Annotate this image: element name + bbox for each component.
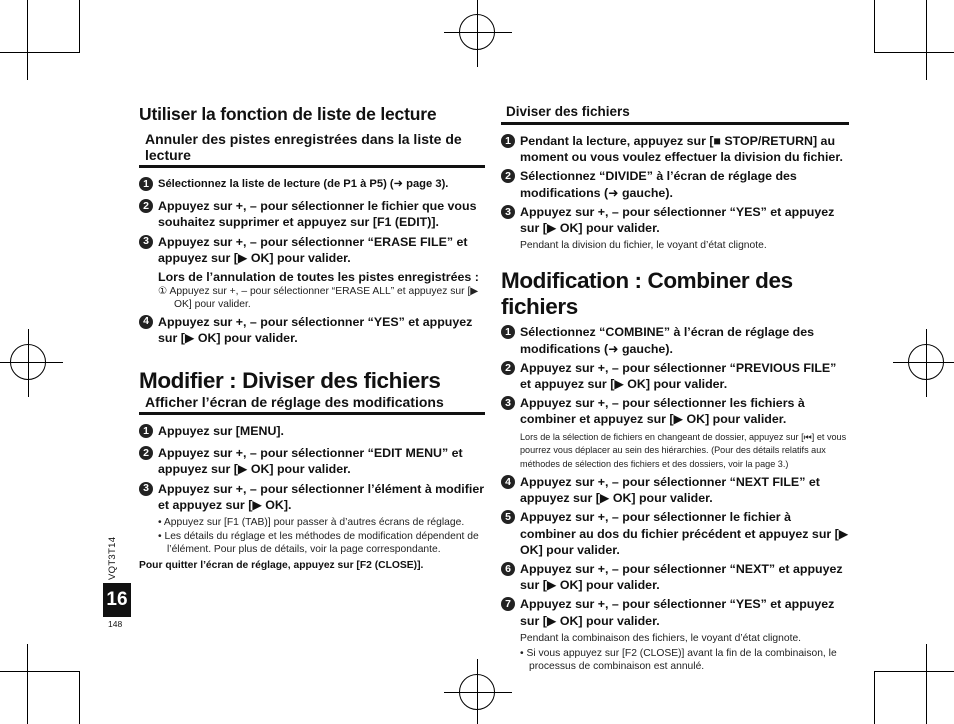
step: [501, 168, 849, 200]
step-text: Sélectionnez la liste de lecture (de P1 à P5) (➜ page 3).: [158, 178, 449, 190]
step-number: 3: [501, 205, 515, 219]
step-text: Appuyez sur +, – pour sélectionner “YES” et appuyez sur [▶ OK] pour valider.: [520, 204, 835, 236]
step-text: Appuyez sur +, – pour sélectionner le fichier que vous souhaitez supprimer et appuyez sur [F1 (EDIT)].: [158, 199, 477, 230]
step: [501, 596, 849, 628]
step-number: 4: [139, 315, 153, 329]
step-text: Appuyez sur +, – pour sélectionner “NEXT” et appuyez sur [▶ OK] pour valider.: [520, 562, 843, 593]
step: [139, 198, 485, 230]
step: [501, 561, 849, 593]
section-title: Modification : Combiner des fichiers: [501, 268, 793, 320]
step-number: 1: [139, 424, 153, 438]
crop-mark: [874, 672, 875, 724]
left-column: [139, 104, 485, 572]
step: [501, 204, 849, 236]
bullet-note: • Les détails du réglage et les méthodes de modification dépendent de l’élément. Pour plus de détails, voir la page correspondante.: [158, 531, 479, 556]
section-title: Modifier : Diviser des fichiers: [139, 368, 441, 394]
step-text: Appuyez sur +, – pour sélectionner le fichier à combiner au dos du fichier précédent et appuyez sur [▶ OK] pour valider.: [520, 510, 849, 557]
step: [501, 324, 849, 356]
step: [501, 474, 849, 506]
crop-mark: [874, 0, 875, 52]
step-text: Appuyez sur +, – pour sélectionner “YES” et appuyez sur [▶ OK] pour valider.: [520, 597, 835, 628]
crop-mark: [926, 644, 927, 724]
section-title: Utiliser la fonction de liste de lecture: [139, 104, 437, 124]
registration-mark: [459, 14, 495, 50]
step-number: 4: [501, 475, 515, 489]
step-text: Appuyez sur +, – pour sélectionner “YES” et appuyez sur [▶ OK] pour valider.: [158, 314, 473, 345]
step-number: 5: [501, 510, 515, 524]
crop-mark: [27, 644, 28, 724]
crop-mark: [926, 0, 927, 80]
registration-mark: [908, 344, 944, 380]
step-text: Appuyez sur [MENU].: [158, 424, 284, 439]
note: ① Appuyez sur +, – pour sélectionner “ERASE ALL” et appuyez sur [▶ OK] pour valider.: [158, 286, 479, 311]
step: [139, 314, 485, 346]
step-number: 3: [501, 396, 515, 410]
note: Pendant la combinaison des fichiers, le voyant d’état clignote.: [520, 632, 802, 644]
crop-mark: [0, 52, 80, 53]
step-number: 1: [139, 177, 153, 191]
model-code: VQT3T14: [107, 536, 118, 580]
bullet-note: • Appuyez sur [F1 (TAB)] pour passer à d’autres écrans de réglage.: [158, 517, 465, 529]
right-column: [501, 104, 849, 674]
step-text: Appuyez sur +, – pour sélectionner l’élément à modifier et appuyez sur [▶ OK].: [158, 481, 485, 512]
crop-mark: [0, 671, 80, 672]
step-text: Appuyez sur +, – pour sélectionner “ERASE FILE” et appuyez sur [▶ OK] pour valider.: [158, 234, 468, 265]
step-number: 2: [501, 361, 515, 375]
subsection-title: Afficher l’écran de réglage des modifications: [139, 394, 485, 415]
step-text: Sélectionnez “DIVIDE” à l’écran de réglage des modifications (➜ gauche).: [520, 169, 797, 200]
step-subheading: Lors de l’annulation de toutes les pistes enregistrées :: [158, 270, 479, 285]
step: [139, 176, 485, 192]
step-number: 3: [139, 482, 153, 496]
subsection-title: Diviser des fichiers: [501, 104, 849, 125]
step: [501, 509, 849, 558]
subsection-title: Annuler des pistes enregistrées dans la liste de lecture: [139, 131, 485, 168]
step-number: 1: [501, 134, 515, 148]
step-number: 2: [139, 199, 153, 213]
crop-mark: [27, 0, 28, 80]
step: [501, 395, 849, 427]
registration-mark: [10, 344, 46, 380]
crop-mark: [79, 0, 80, 52]
crop-mark: [79, 672, 80, 724]
step-number: 7: [501, 597, 515, 611]
step: [139, 445, 485, 477]
step-number: 2: [501, 169, 515, 183]
page-number: 148: [108, 619, 123, 629]
step-text: Appuyez sur +, – pour sélectionner “NEXT FILE” et appuyez sur [▶ OK] pour valider.: [520, 475, 820, 506]
step-text: Sélectionnez “COMBINE” à l’écran de réglage des modifications (➜ gauche).: [520, 325, 815, 356]
step-number: 2: [139, 446, 153, 460]
step-number: 1: [501, 325, 515, 339]
step-number: 6: [501, 562, 515, 576]
step: [139, 234, 485, 266]
crop-mark: [874, 671, 954, 672]
step-text: Appuyez sur +, – pour sélectionner les fichiers à combiner et appuyez sur [▶ OK] pour valider.: [520, 396, 805, 427]
step-text: Pendant la lecture, appuyez sur [■ STOP/RETURN] au moment ou vous voulez effectuer la division du fichier.: [520, 134, 843, 165]
step: [501, 133, 849, 165]
note: Lors de la sélection de fichiers en changeant de dossier, appuyez sur [⏮] et vous pourrez vous déplacer au sein des hiérarchies. (Pour des détails relatifs aux méthodes de sélection des fichiers et des dossiers, voir la page 3.): [520, 431, 847, 470]
note: Pendant la division du fichier, le voyant d’état clignote.: [520, 240, 767, 252]
step-text: Appuyez sur +, – pour sélectionner “EDIT MENU” et appuyez sur [▶ OK] pour valider.: [158, 446, 463, 477]
step-text: Appuyez sur +, – pour sélectionner “PREVIOUS FILE” et appuyez sur [▶ OK] pour valider.: [520, 360, 837, 392]
crop-mark: [874, 52, 954, 53]
step: [501, 360, 849, 392]
page-tab: 16: [103, 583, 131, 617]
step: [139, 423, 485, 439]
bullet-note: • Si vous appuyez sur [F2 (CLOSE)] avant la fin de la combinaison, le processus de combinaison est annulé.: [520, 648, 837, 673]
footer-note: Pour quitter l’écran de réglage, appuyez sur [F2 (CLOSE)].: [139, 559, 424, 571]
step: [139, 481, 485, 513]
step-number: 3: [139, 235, 153, 249]
registration-mark: [459, 674, 495, 710]
